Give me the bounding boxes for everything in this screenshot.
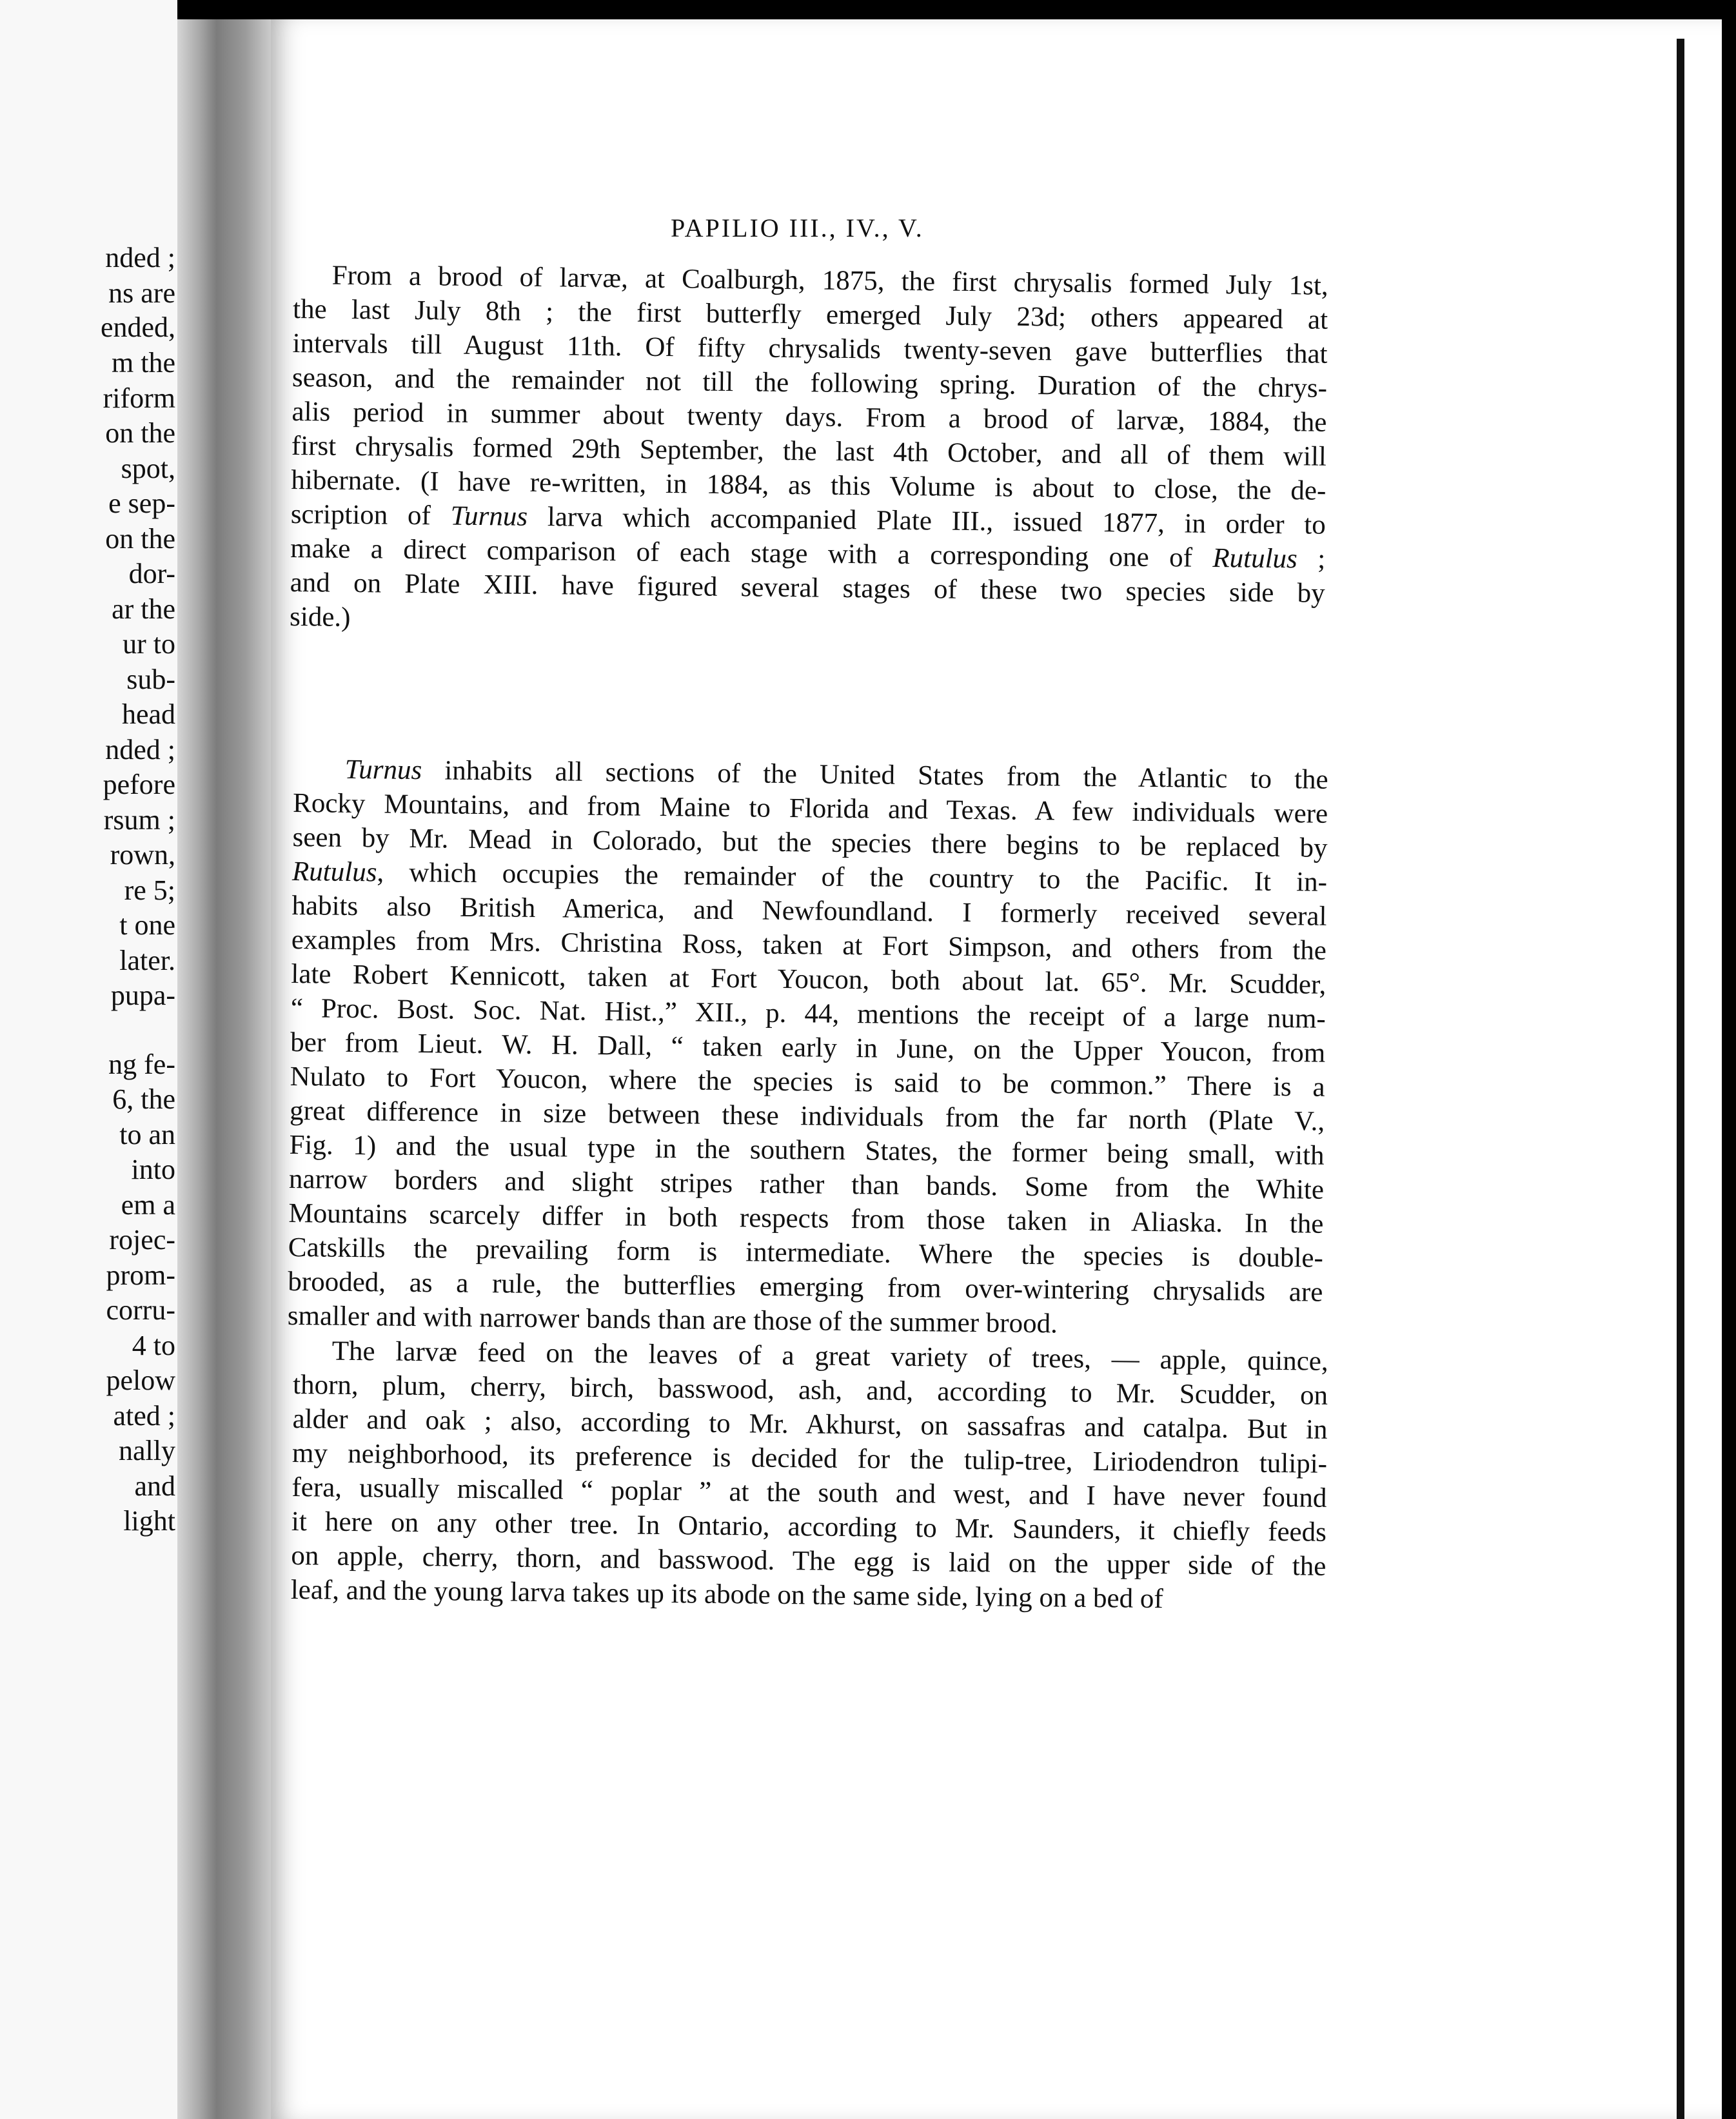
text-segment: alis period in summer about twenty days. From a brood of larvæ, 1884, the: [291, 396, 1327, 438]
text-segment: Fig. 1) and the usual type in the southern States, the former being small, with: [289, 1129, 1325, 1171]
left-page-fragment: light: [123, 1505, 175, 1537]
left-page-fragment: on the: [105, 523, 175, 555]
text-segment: great difference in size between these individuals from the far north (Plate V.,: [289, 1095, 1325, 1137]
text-segment: narrow borders and slight stripes rather than bands. Some from the White: [288, 1163, 1325, 1205]
text-segment: inhabits all sections of the United States from the Atlantic to the: [421, 755, 1328, 795]
text-segment: it here on any other tree. In Ontario, according to Mr. Saunders, it chiefly feeds: [291, 1506, 1327, 1548]
text-segment: the last July 8th ; the first butterfly emerged July 23d; others appeared at: [292, 293, 1328, 335]
left-page-fragment: rown,: [110, 839, 175, 871]
left-page-fragment: ur to: [123, 628, 175, 660]
text-segment: fera, usually miscalled “ poplar ” at the south and west, and I have never found: [291, 1472, 1327, 1513]
left-page-fragment: nded ;: [105, 734, 175, 765]
left-page-fragment: ended,: [100, 311, 175, 343]
left-page-fragment: spot,: [121, 453, 175, 484]
text-segment: my neighborhood, its preference is decided for the tulip-tree, Liriodendron tulipi-: [291, 1437, 1328, 1479]
text-segment: From a brood of larvæ, at Coalburgh, 1875, the first chrysalis formed July 1st,: [331, 260, 1328, 301]
left-page-fragment: sub-: [126, 664, 175, 695]
text-segment: examples from Mrs. Christina Ross, taken at Fort Simpson, and others from the: [291, 924, 1327, 966]
left-page-fragment: 6, the: [112, 1083, 175, 1115]
text-segment: Mountains scarcely differ in both respects from those taken in Aliaska. In the: [288, 1197, 1324, 1239]
left-page-fragment: 4 to: [132, 1330, 175, 1361]
paragraph-1: [290, 258, 1328, 645]
italic-species-name: Rutulus: [291, 856, 377, 888]
left-page-fragment: head: [121, 698, 175, 730]
text-segment: The larvæ feed on the leaves of a great variety of trees, — apple, quince,: [331, 1335, 1328, 1377]
text-segment: thorn, plum, cherry, birch, basswood, ash, and, according to Mr. Scudder, on: [292, 1369, 1328, 1411]
text-segment: Nulato to Fort Youcon, where the species is said to be common.” There is a: [290, 1061, 1325, 1103]
text-segment: larva which accompanied Plate III., issued 1877, in order to: [527, 501, 1326, 540]
text-segment: brooded, as a rule, the butterflies emerging from over-wintering chrysalids are: [288, 1266, 1323, 1308]
left-page-fragment: rsum ;: [103, 804, 175, 836]
left-page-fragment: ns are: [108, 277, 175, 309]
italic-species-name: Turnus: [450, 500, 528, 532]
paragraph-2: [288, 752, 1328, 1344]
left-page-fragment: re 5;: [124, 874, 175, 906]
left-page-fragment: t one: [119, 909, 175, 941]
left-page-fragment: ated ;: [113, 1400, 175, 1432]
text-segment: on apple, cherry, thorn, and basswood. The egg is laid on the upper side of the: [291, 1540, 1327, 1582]
text-segment: Rocky Mountains, and from Maine to Florida and Texas. A few individuals were: [292, 787, 1328, 829]
text-segment: ;: [1297, 544, 1326, 575]
text-segment: smaller and with narrower bands than are those of the summer brood.: [287, 1300, 1058, 1339]
text-segment: make a direct comparison of each stage with a corresponding one of: [290, 533, 1213, 573]
left-page-fragment: on the: [105, 417, 175, 449]
left-page-fragment: into: [131, 1154, 175, 1185]
running-head: PAPILIO III., IV., V.: [671, 213, 924, 242]
text-segment: first chrysalis formed 29th September, the last 4th October, and all of them will: [291, 430, 1327, 472]
left-page-fragment: m the: [112, 347, 175, 379]
left-page-fragment: e sep-: [108, 488, 175, 519]
left-page-fragment: ng fe-: [108, 1049, 175, 1080]
text-segment: hibernate. (I have re-written, in 1884, as this Volume is about to close, the de-: [291, 464, 1327, 506]
left-page-fragment: and: [134, 1470, 175, 1502]
italic-species-name: Rutulus: [1212, 542, 1298, 575]
text-segment: alder and oak ; also, according to Mr. Akhurst, on sassafras and catalpa. But in: [292, 1403, 1328, 1445]
italic-species-name: Turnus: [344, 754, 422, 786]
left-page-fragment: to an: [119, 1119, 175, 1150]
left-page-fragment: pupa-: [110, 980, 175, 1011]
left-page-fragment: rojec-: [109, 1224, 175, 1256]
text-segment: scription of: [290, 498, 451, 531]
left-page-fragment: later.: [119, 945, 175, 976]
text-segment: season, and the remainder not till the following spring. Duration of the chrys-: [291, 362, 1328, 404]
left-page-fragment: dor-: [128, 558, 175, 589]
left-page-edge: [0, 0, 177, 2119]
left-page-fragment: riform: [103, 382, 175, 414]
text-segment: seen by Mr. Mead in Colorado, but the species there begins to be replaced by: [292, 822, 1328, 863]
left-page-fragment: pefore: [103, 769, 175, 800]
left-page-fragment: pelow: [106, 1365, 175, 1396]
text-segment: side.): [289, 601, 351, 633]
left-page-fragment: nded ;: [105, 242, 175, 273]
text-segment: late Robert Kennicott, taken at Fort Youcon, both about lat. 65°. Mr. Scudder,: [291, 958, 1327, 1000]
text-segment: leaf, and the young larva takes up its abode on the same side, lying on a bed of: [290, 1574, 1163, 1615]
paragraph-3: [291, 1334, 1328, 1618]
text-segment: and on Plate XIII. have figured several stages of these two species side by: [290, 567, 1325, 609]
left-page-fragment: em a: [121, 1189, 175, 1221]
text-segment: habits also British America, and Newfoundland. I formerly received several: [291, 890, 1327, 932]
left-page-fragment: corru-: [106, 1294, 175, 1326]
text-segment: intervals till August 11th. Of fifty chrysalids twenty-seven gave butterflies that: [292, 328, 1328, 370]
text-segment: Catskills the prevailing form is intermediate. Where the species is double-: [288, 1232, 1324, 1274]
left-page-fragment: nally: [119, 1435, 175, 1466]
text-segment: , which occupies the remainder of the country to the Pacific. It in-: [377, 857, 1328, 898]
text-segment: “ Proc. Bost. Soc. Nat. Hist.,” XII., p. 44, mentions the receipt of a large num-: [290, 992, 1326, 1034]
page-edge-border: [1677, 39, 1684, 2119]
left-page-fragment: prom-: [106, 1259, 175, 1291]
left-page-fragment: ar the: [112, 593, 175, 625]
text-segment: ber from Lieut. W. H. Dall, “ taken early in June, on the Upper Youcon, from: [290, 1027, 1326, 1069]
